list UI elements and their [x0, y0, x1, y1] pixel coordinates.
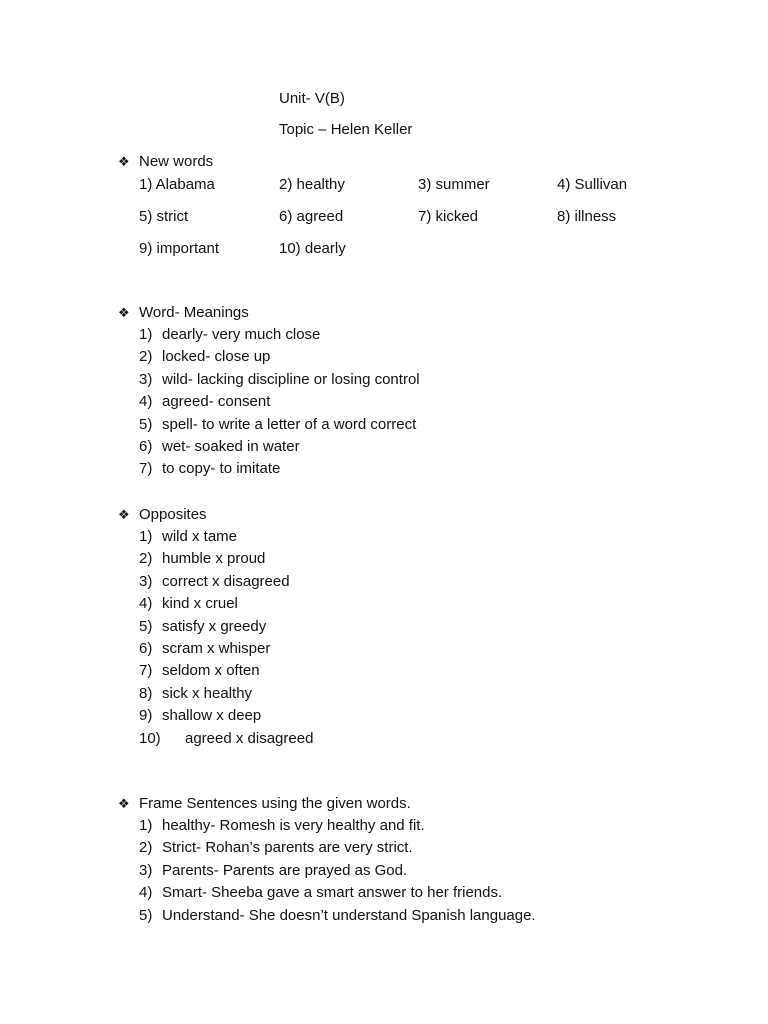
item-number: 10): [139, 729, 161, 747]
item-number: 3): [139, 370, 153, 388]
list-item: [118, 548, 738, 570]
item-number: 2): [139, 839, 153, 857]
list-item: [118, 593, 738, 615]
word-cell: 9) important: [139, 240, 220, 257]
opposites-list: [118, 526, 738, 750]
word-cell: 2) healthy: [279, 176, 345, 193]
list-item: [118, 728, 738, 750]
item-text: satisfy x greedy: [162, 617, 267, 635]
item-text: wet- soaked in water: [162, 437, 300, 455]
item-number: 4): [139, 884, 153, 902]
frame-sentences-heading: [118, 793, 738, 815]
item-text: shallow x deep: [162, 707, 262, 725]
list-item: [118, 458, 738, 480]
word-meanings-section: [118, 302, 738, 481]
item-text: Smart- Sheeba gave a smart answer to her friends.: [162, 884, 503, 902]
item-number: 6): [139, 437, 153, 455]
item-number: 1): [139, 528, 153, 545]
item-number: 2): [139, 550, 153, 568]
item-number: 6): [139, 639, 153, 657]
bullet-icon: ❖: [118, 507, 130, 522]
new-words-grid: [118, 175, 738, 271]
list-item: [118, 436, 738, 458]
item-text: kind x cruel: [162, 595, 238, 613]
item-number: 7): [139, 460, 153, 478]
list-item: [118, 346, 738, 368]
frame-sentences-section: [118, 793, 738, 927]
item-text: correct x disagreed: [162, 572, 290, 590]
item-text: healthy- Romesh is very healthy and fit.: [162, 817, 425, 834]
list-item: [118, 683, 738, 705]
list-item: [118, 391, 738, 413]
bullet-icon: ❖: [118, 305, 130, 320]
opposites-heading: [118, 504, 738, 526]
list-item: [118, 324, 738, 346]
bullet-icon: ❖: [118, 796, 130, 811]
list-item: [118, 837, 738, 859]
list-item: [118, 705, 738, 727]
list-item: [118, 660, 738, 682]
list-item: [118, 860, 738, 882]
grid-row: [118, 175, 738, 207]
item-number: 5): [139, 906, 153, 924]
bullet-icon: ❖: [118, 154, 130, 169]
section-title: Word- Meanings: [139, 304, 249, 321]
list-item: [118, 882, 738, 904]
item-text: wild- lacking discipline or losing control: [162, 370, 420, 388]
item-number: 9): [139, 707, 153, 725]
word-cell: 3) summer: [418, 176, 490, 193]
word-meanings-list: [118, 324, 738, 481]
item-number: 5): [139, 415, 153, 433]
item-number: 3): [139, 572, 153, 590]
section-title: New words: [139, 153, 214, 170]
item-number: 5): [139, 617, 153, 635]
list-item: [118, 414, 738, 436]
opposites-section: [118, 504, 738, 750]
item-text: humble x proud: [162, 550, 266, 568]
list-item: [118, 638, 738, 660]
item-text: locked- close up: [162, 348, 271, 366]
item-text: agreed- consent: [162, 393, 271, 411]
word-cell: 5) strict: [139, 208, 189, 225]
item-text: dearly- very much close: [162, 326, 321, 343]
section-title: Opposites: [139, 506, 207, 523]
topic-title: Topic – Helen Keller: [279, 121, 413, 138]
item-number: 8): [139, 684, 153, 702]
item-text: Parents- Parents are prayed as God.: [162, 861, 408, 879]
item-number: 2): [139, 348, 153, 366]
word-cell: 10) dearly: [279, 240, 346, 257]
word-cell: 1) Alabama: [139, 176, 215, 193]
item-number: 4): [139, 393, 153, 411]
item-text: wild x tame: [162, 528, 238, 545]
word-cell: 7) kicked: [418, 208, 479, 225]
list-item: [118, 815, 738, 837]
item-text: scram x whisper: [162, 639, 271, 657]
list-item: [118, 571, 738, 593]
word-cell: 4) Sullivan: [557, 176, 628, 193]
item-text: to copy- to imitate: [162, 460, 281, 478]
item-text: Understand- She doesn’t understand Spanish language.: [162, 906, 536, 924]
word-cell: 8) illness: [557, 208, 617, 225]
item-text: sick x healthy: [162, 684, 253, 702]
item-number: 7): [139, 662, 153, 680]
grid-row: [118, 239, 738, 271]
word-cell: 6) agreed: [279, 208, 344, 225]
list-item: [118, 905, 738, 927]
grid-row: [118, 207, 738, 239]
section-title: Frame Sentences using the given words.: [139, 795, 411, 812]
item-number: 4): [139, 595, 153, 613]
item-text: spell- to write a letter of a word correct: [162, 415, 417, 433]
frame-sentences-list: [118, 815, 738, 927]
list-item: [118, 369, 738, 391]
item-text: agreed x disagreed: [185, 729, 314, 747]
new-words-heading: [118, 151, 738, 173]
item-text: Strict- Rohan’s parents are very strict.: [162, 839, 413, 857]
list-item: [118, 616, 738, 638]
new-words-section: [118, 151, 738, 271]
unit-title: Unit- V(B): [279, 90, 345, 107]
list-item: [118, 526, 738, 548]
item-number: 1): [139, 817, 153, 834]
word-meanings-heading: [118, 302, 738, 324]
item-text: seldom x often: [162, 662, 260, 680]
item-number: 3): [139, 861, 153, 879]
item-number: 1): [139, 326, 153, 343]
